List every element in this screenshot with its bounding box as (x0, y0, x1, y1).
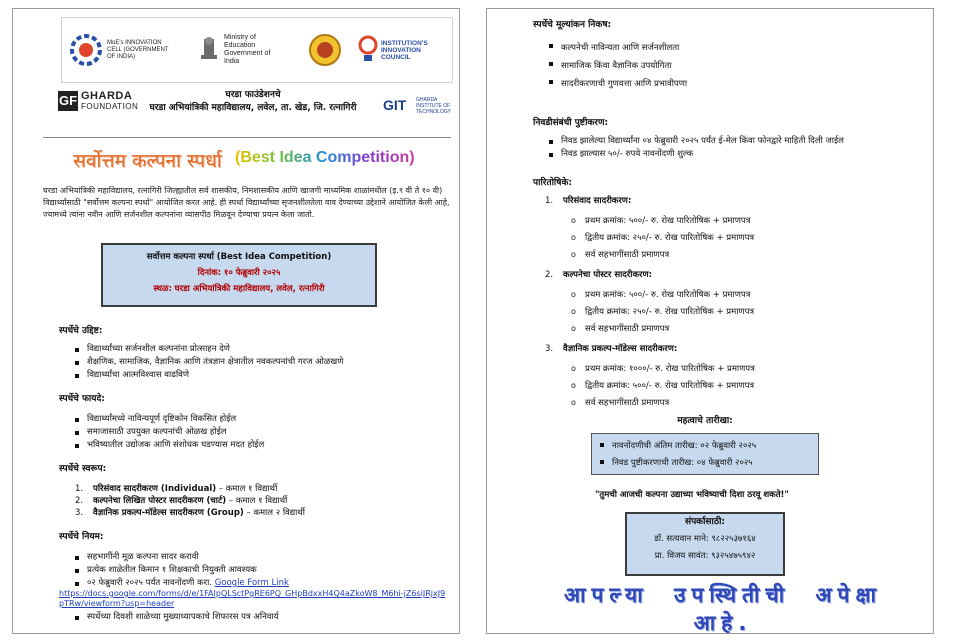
list-item: 3. वैज्ञानिक प्रकल्प-मॉडेल्स सादरीकरण (Group) – कमाल २ विद्यार्थी (75, 508, 305, 518)
format-list (75, 483, 451, 519)
objectives-list (71, 343, 451, 382)
motivational-quote: "तुमची आजची कल्पना उद्याच्या भविष्याची दिशा ठरवू शकते!" (595, 490, 789, 500)
list-item: विद्यार्थ्यांचा आत्मविश्वास वाढविणे (71, 369, 451, 382)
list-item: ०२ फेब्रुवारी २०२५ पर्यंत नावनोंदणी करा. Google Form Link (71, 577, 451, 590)
list-item: प्रत्येक शाळेतील किमान १ शिक्षकाची नियुक्ती आवश्यक (71, 564, 451, 577)
list-item: o द्वितीय क्रमांक: ५००/- रु. रोख पारितोषिक + प्रमाणपत्र (567, 378, 927, 395)
prize-group-1-list (567, 213, 927, 264)
event-date: दिनांक: १० फेब्रुवारी २०२५ (197, 268, 281, 278)
list-item: o प्रथम क्रमांक: ५००/- रु. रोख पारितोषिक + प्रमाणपत्र (567, 287, 927, 304)
list-item: o प्रथम क्रमांक: ५००/- रु. रोख पारितोषिक + प्रमाणपत्र (567, 213, 927, 230)
list-item: भविष्यातील उद्योजक आणि संशोधक घडण्यास मदत होईल (71, 439, 451, 452)
prize-group-2: 2. कल्पनेचा पोस्टर सादरीकरण: (545, 270, 653, 280)
dates-heading: महत्वाचे तारीखा: (677, 416, 733, 426)
title-marathi: सर्वोत्तम कल्पना स्पर्धा (73, 150, 222, 172)
ministry-of-education-logo: Ministry of Education Government of India (198, 24, 298, 76)
rules-list (71, 551, 451, 590)
list-item: समाजासाठी उपयुक्त कल्पनांची ओळख होईल (71, 426, 451, 439)
prizes-heading: पारितोषिके: (533, 178, 572, 188)
confirmation-list (545, 135, 929, 161)
gharda-foundation-logo: GF GHARDA FOUNDATION (58, 90, 139, 111)
list-item: सहभागींनी मूळ कल्पना सादर करावी (71, 551, 451, 564)
list-item: निवड झालेल्या विद्यार्थ्यांना ०४ फेब्रुवारी २०२५ पर्यंत ई-मेल किंवा फोनद्वारे माहिती दिली जाईल (545, 135, 929, 148)
important-dates-box (591, 433, 819, 475)
list-item: निवड झाल्यास ५०/- रुपये नावनोंदणी शुल्क (545, 148, 929, 161)
prize-group-2-list (567, 287, 927, 338)
rules-list-last (71, 611, 451, 624)
contact-box (625, 512, 785, 576)
prize-group-3-list (567, 361, 927, 412)
benefits-list (71, 413, 451, 452)
emblem-icon (198, 35, 220, 65)
aicte-logo (308, 24, 348, 76)
dates-list (596, 438, 816, 472)
list-item: o सर्व सहभागींसाठी प्रमाणपत्र (567, 247, 927, 264)
bulb-icon (358, 35, 378, 65)
list-item: o सर्व सहभागींसाठी प्रमाणपत्र (567, 395, 927, 412)
event-venue: स्थळ: घरडा अभियांत्रिकी महाविद्यालय, लवेल, रत्नागिरी (153, 284, 325, 294)
aicte-seal-icon (308, 33, 342, 67)
page-left (12, 8, 460, 634)
prize-group-1: 1. परिसंवाद सादरीकरण: (545, 196, 632, 206)
list-item: 2. कल्पनेचा लिखित पोस्टर सादरीकरण (चार्ट) – कमाल १ विद्यार्थी (75, 496, 288, 506)
list-item: o प्रथम क्रमांक: १०००/- रु. रोख पारितोषिक + प्रमाणपत्र (567, 361, 927, 378)
list-item: कल्पनेची नाविन्यता आणि सर्जनशीलता (545, 39, 925, 57)
event-name: सर्वोत्तम कल्पना स्पर्धा (Best Idea Competition) (146, 252, 332, 262)
page-right (486, 8, 934, 634)
benefits-heading: स्पर्धेचे फायदे: (59, 394, 105, 404)
event-info-box (101, 243, 377, 307)
contact-line: प्रा. विजय सावंत: ९३२५४७५९४२ (654, 551, 756, 561)
criteria-list (545, 39, 925, 93)
intro-paragraph: घरडा अभियांत्रिकी महाविद्यालय, रत्नागिरी जिल्ह्यातील सर्व शासकीय, निमशासकीय आणि खाजगी माध्यमिक शाळांमधील (इ.९ वी ते १० वी) विद्यार्थ्यांसाठी "सर्वोत्तम कल्पना स्पर्धा" आयोजित करत आहे. ही स्पर्धा विद्यार्थ्यांच्या सृजनशीलतेला वाव देण्याच्या उद्देशाने आयोजित केली आहे, ज्यामध्ये त्यांना नवीन आणि सर्जनशील कल्पनांना व्यासपीठ मिळवून देण्याचा प्रयत्न केला जातो. (43, 186, 450, 219)
logo-band (61, 17, 453, 83)
format-heading: स्पर्धेचे स्वरूप: (59, 464, 107, 474)
list-item: विद्यार्थ्यांमध्ये नाविन्यपूर्ण दृष्टिकोन विकसित होईल (71, 413, 451, 426)
git-logo: GIT GHARDA INSTITUTE OF TECHNOLOGY (383, 97, 452, 115)
welcome-message: आपल्या उपस्थितीची अपेक्षा आहे. (564, 583, 882, 634)
moe-innovation-cell-logo: MoE's INNOVATION CELL (GOVERNMENT OF INDIA) (68, 24, 178, 76)
list-item: सादरीकरणाची गुणवत्ता आणि प्रभावीपणा (545, 75, 925, 93)
list-item: 1. परिसंवाद सादरीकरण (Individual) – कमाल १ विद्यार्थी (75, 484, 278, 494)
prize-group-3: 3. वैज्ञानिक प्रकल्प-मॉडेल्स सादरीकरण: (545, 344, 678, 354)
list-item: o द्वितीय क्रमांक: २५०/- रु. रोख पारितोषिक + प्रमाणपत्र (567, 230, 927, 247)
confirmation-heading: निवडीसंबंधी पुष्टीकरण: (533, 118, 609, 128)
contact-heading: संपर्कासाठी: (684, 517, 725, 527)
list-item: शैक्षणिक, सामाजिक, वैज्ञानिक आणि तंत्रज्ञान क्षेत्रातील नवकल्पनांची गरज ओळखणे (71, 356, 451, 369)
college-header: घरडा फाउंडेशनचे घरडा अभियांत्रिकी महाविद्यालय, लवेल, ता. खेड, जि. रत्नागिरी (149, 90, 357, 113)
gharda-mark-icon: GF (58, 91, 78, 111)
objectives-heading: स्पर्धेचे उद्दिष्ट: (59, 326, 103, 336)
criteria-heading: स्पर्धेचे मूल्यांकन निकष: (533, 20, 612, 30)
list-item: नावनोंदणीची अंतिम तारीख: ०२ फेब्रुवारी २०२५ (596, 438, 816, 455)
gear-icon (68, 32, 104, 68)
list-item: निवड पुष्टीकरणाची तारीख: ०४ फेब्रुवारी २०२५ (596, 455, 816, 472)
form-url-link[interactable]: https://docs.google.com/forms/d/e/1FAIpQLSctPgRE6PQ_GHpBdxxH4Q4aZkoW8_M6hi-jZ6siJRjxJ9pTRw/viewform?usp=header (59, 589, 446, 608)
rules-heading: स्पर्धेचे नियम: (59, 532, 104, 542)
google-form-link[interactable]: Google Form Link (214, 578, 289, 588)
iic-logo: INSTITUTION'S INNOVATION COUNCIL (358, 24, 450, 76)
list-item: स्पर्धेच्या दिवशी शाळेच्या मुख्याध्यापकाचे शिफारस पत्र अनिवार्य (71, 611, 451, 624)
divider (43, 137, 451, 138)
contact-line: डॉ. सत्यवान माने: ९८२२५३७१६४ (654, 534, 756, 544)
title-english: (Best Idea Competition) (235, 149, 415, 166)
list-item: विद्यार्थ्यांच्या सर्जनशील कल्पनांना प्रोत्साहन देणे (71, 343, 451, 356)
list-item: o द्वितीय क्रमांक: २५०/- रु. रोख पारितोषिक + प्रमाणपत्र (567, 304, 927, 321)
list-item: सामाजिक किंवा वैज्ञानिक उपयोगिता (545, 57, 925, 75)
list-item: o सर्व सहभागींसाठी प्रमाणपत्र (567, 321, 927, 338)
